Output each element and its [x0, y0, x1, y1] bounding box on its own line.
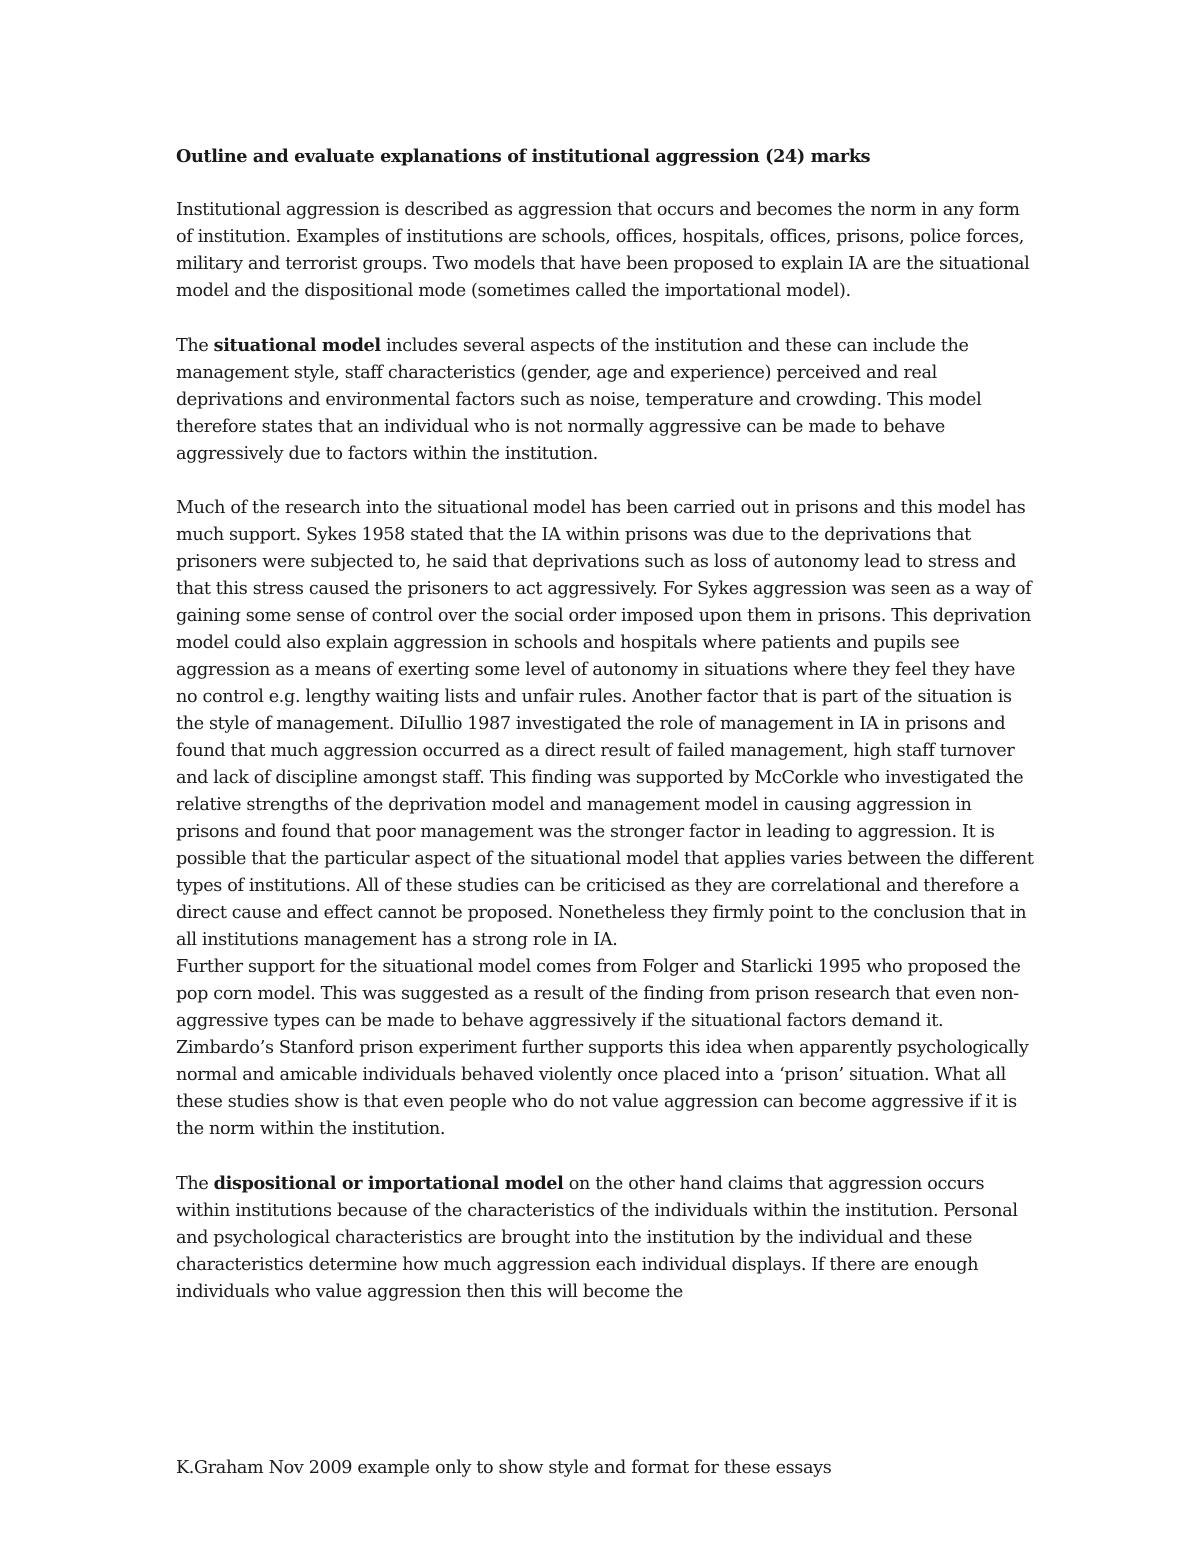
further-support-paragraph: Further support for the situational model comes from Folger and Starlicki 1995 who proposed the pop corn model. This was suggested as a result of the finding from prison research that even non-aggressive types can be made to behave aggressively if the situational factors demand it. Zimbardo’s Stanford prison experiment further supports this idea when apparently psychologically normal and amicable individuals behaved violently once placed into a ‘prison’ situation. What all these studies show is that even people who do not value aggression can become aggressive if it is the norm within the institution. [176, 957, 1029, 1139]
intro-paragraph: Institutional aggression is described as aggression that occurs and becomes the norm in any form of institution. Examples of institutions are schools, offices, hospitals, offices, prisons, police forces, military and terrorist groups. Two models that have been proposed to explain IA are the situational model and the dispositional mode (sometimes called the importational model). [176, 200, 1030, 301]
paragraph-body-text: includes several aspects of the institution and these can include the management style, staff characteristics (gender, age and experience) perceived and real deprivations and environmental factors such as noise, temperature and crowding. This model therefore states that an individual who is not normally aggressive can be made to behave aggressively due to factors within the institution. [176, 336, 982, 464]
page-footer: K.Graham Nov 2009 example only to show style and format for these essays [176, 1458, 832, 1478]
research-paragraph: Much of the research into the situational model has been carried out in prisons and this model has much support. Sykes 1958 stated that the IA within prisons was due to the deprivations that prisoners were subjected to, he said that deprivations such as loss of autonomy lead to stress and that this stress caused the prisoners to act aggressively. For Sykes aggression was seen as a way of gaining some sense of control over the social order imposed upon them in prisons. This deprivation model could also explain aggression in schools and hospitals where patients and pupils see aggression as a means of exerting some level of autonomy in situations where they feel they have no control e.g. lengthy waiting lists and unfair rules. Another factor that is part of the situation is the style of management. DiIullio 1987 investigated the role of management in IA in prisons and found that much aggression occurred as a direct result of failed management, high staff turnover and lack of discipline amongst staff. This finding was supported by McCorkle who investigated the relative strengths of the deprivation model and management model in causing aggression in prisons and found that poor management was the stronger factor in leading to aggression. It is possible that the particular aspect of the situational model that applies varies between the different types of institutions. All of these studies can be criticised as they are correlational and therefore a direct cause and effect cannot be proposed. Nonetheless they firmly point to the conclusion that in all institutions management has a strong role in IA. [176, 498, 1034, 950]
paragraph-body-text: on the other hand claims that aggression occurs within institutions because of the characteristics of the individuals within the institution. Personal and psychological characteristics are brought into the institution by the individual and these characteristics determine how much aggression each individual displays. If there are enough individuals who value aggression then this will become the [176, 1174, 1018, 1302]
essay-title: Outline and evaluate explanations of institutional aggression (24) marks [176, 146, 871, 167]
dispositional-model-term: dispositional or importational model [213, 1173, 564, 1194]
situational-model-paragraph [176, 332, 1036, 468]
paragraph-lead-text: The [176, 1174, 214, 1194]
dispositional-model-paragraph [176, 1170, 1036, 1306]
situational-model-term: situational model [213, 335, 381, 356]
document-body [176, 143, 1036, 1306]
paragraph-lead-text: The [176, 336, 214, 356]
